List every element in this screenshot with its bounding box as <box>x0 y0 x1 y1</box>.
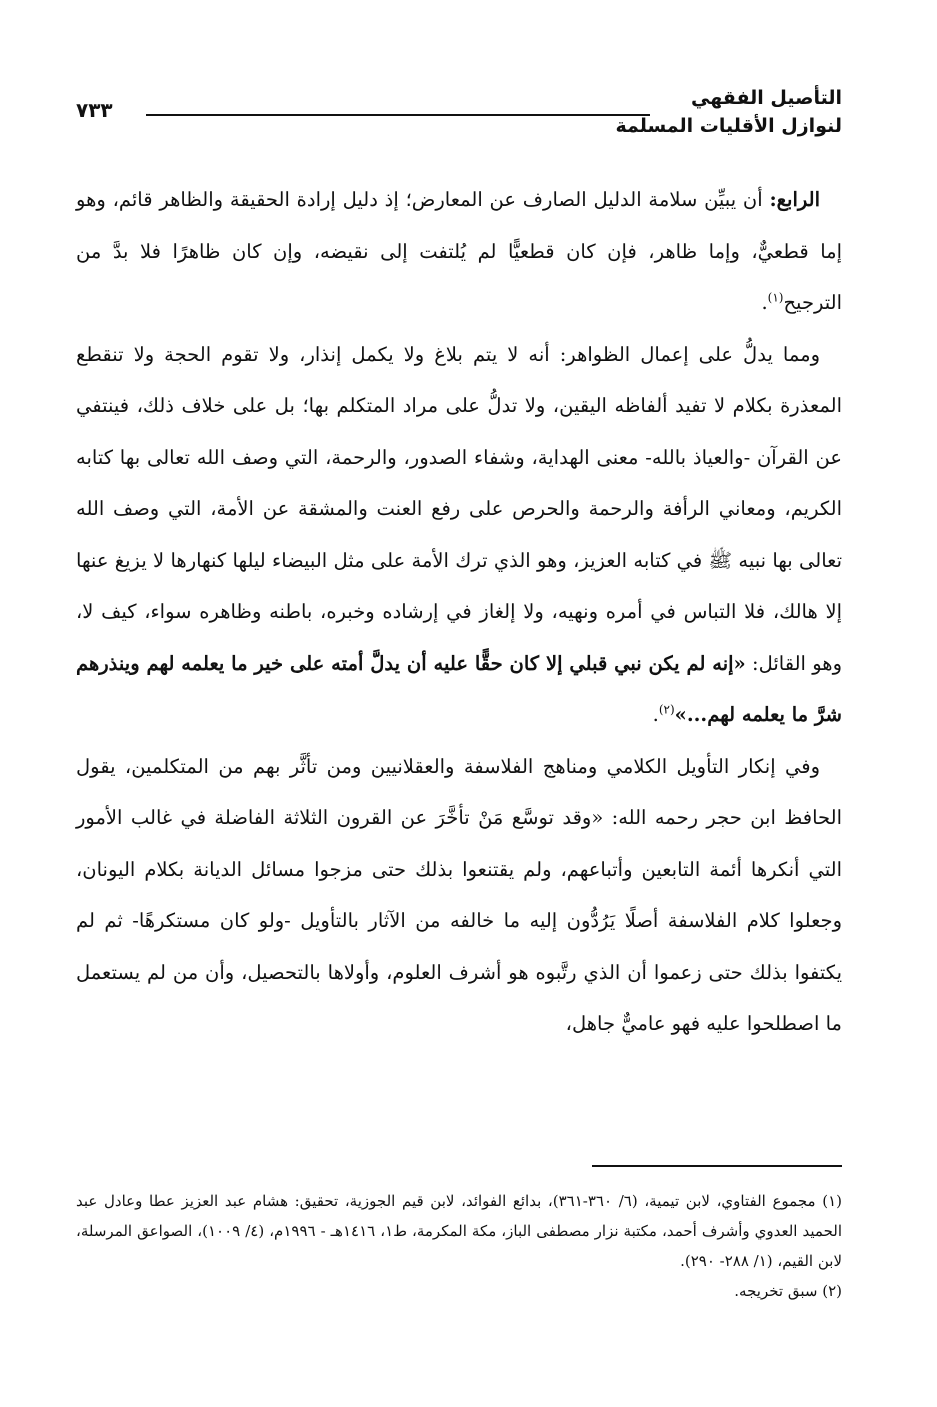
page-header <box>76 78 842 146</box>
paragraph-1-text: أن يبيِّن سلامة الدليل الصارف عن المعارض؛ إذ دليل إرادة الحقيقة والظاهر قائم، وهو إما قطعيٌّ، وإما ظاهر، فإن كان قطعيًّا لم يُلتفت إلى نقيضه، وإن كان ظاهرًا فلا بدَّ من الترجيح <box>76 188 842 314</box>
book-title-line-1: التأصيل الفقهي <box>691 87 842 109</box>
book-title <box>615 84 842 140</box>
footnote-ref-2: (٢) <box>658 702 675 717</box>
paragraph-2-text: ومما يدلُّ على إعمال الظواهر: أنه لا يتم بلاغ ولا يكمل إنذار، ولا تقوم الحجة ولا تنقطع المعذرة بكلام لا تفيد ألفاظه اليقين، ولا تدلُّ على مراد المتكلم بها؛ بل على خلاف ذلك، فينتفي عن القرآن -والعياذ بالله- معنى الهداية، وشفاء الصدور، والرحمة، التي وصف الله تعالى بها كتابه الكريم، ومعاني الرأفة والرحمة والحرص على رفع العنت والمشقة عن الأمة، التي وصف الله تعالى بها نبيه ﷺ في كتابه العزيز، وهو الذي ترك الأمة على مثل البيضاء ليلها كنهارها لا يزيغ عنها إلا هالك، فلا التباس في أمره ونهيه، ولا إلغاز في إرشاده وخبره، باطنه وظاهره سواء، كيف لا، وهو القائل: <box>76 342 842 675</box>
paragraph-1-end: . <box>761 291 768 314</box>
book-title-line-2: لنوازل الأقليات المسلمة <box>615 115 842 137</box>
header-rule <box>146 114 650 116</box>
book-page <box>76 78 842 1367</box>
paragraph-2 <box>76 329 842 741</box>
hadith-quote: «إنه لم يكن نبي قبلي إلا كان حقًّا عليه أن يدلَّ أمته على خير ما يعلمه لهم وينذرهم شرَّ ما يعلمه لهم...» <box>76 651 842 726</box>
footnote-rule <box>592 1165 842 1167</box>
footnotes <box>76 1186 842 1306</box>
page-number: ٧٣٣ <box>76 98 113 122</box>
paragraph-3 <box>76 741 842 1050</box>
footnote-1: (١) مجموع الفتاوي، لابن تيمية، (٦/ ٣٦٠-٣٦١)، بدائع الفوائد، لابن قيم الجوزية، تحقيق: هشام عبد العزيز عطا وعادل عبد الحميد العدوي وأشرف أحمد، مكتبة نزار مصطفى الباز، مكة المكرمة، ط١، ١٤١٦هـ - ١٩٩٦م، (٤/ ١٠٠٩)، الصواعق المرسلة، لابن القيم، (١/ ٢٨٨- ٢٩٠). <box>76 1192 843 1270</box>
main-text <box>76 174 842 1050</box>
paragraph-3-text: وفي إنكار التأويل الكلامي ومناهج الفلاسفة والعقلانيين ومن تأثَّر بهم من المتكلمين، يقول الحافظ ابن حجر رحمه الله: «وقد توسَّع مَنْ تأخَّرَ عن القرون الثلاثة الفاضلة في غالب الأمور التي أنكرها أئمة التابعين وأتباعهم، ولم يقتنعوا بذلك حتى مزجوا مسائل الديانة بكلام اليونان، وجعلوا كلام الفلاسفة أصلًا يَرُدُّون إليه ما خالفه من الآثار بالتأويل -ولو كان مستكرهًا- ثم لم يكتفوا بذلك حتى زعموا أن الذي رتَّبوه هو أشرف العلوم، وأولاها بالتحصيل، وأن من لم يستعمل ما اصطلحوا عليه فهو عاميٌّ جاهل، <box>76 754 842 1035</box>
paragraph-1 <box>76 174 842 329</box>
footnote-2: (٢) سبق تخريجه. <box>734 1282 842 1300</box>
paragraph-2-end: . <box>652 703 659 726</box>
footnote-ref-1: (١) <box>767 290 784 305</box>
paragraph-1-lead: الرابع: <box>769 188 820 211</box>
